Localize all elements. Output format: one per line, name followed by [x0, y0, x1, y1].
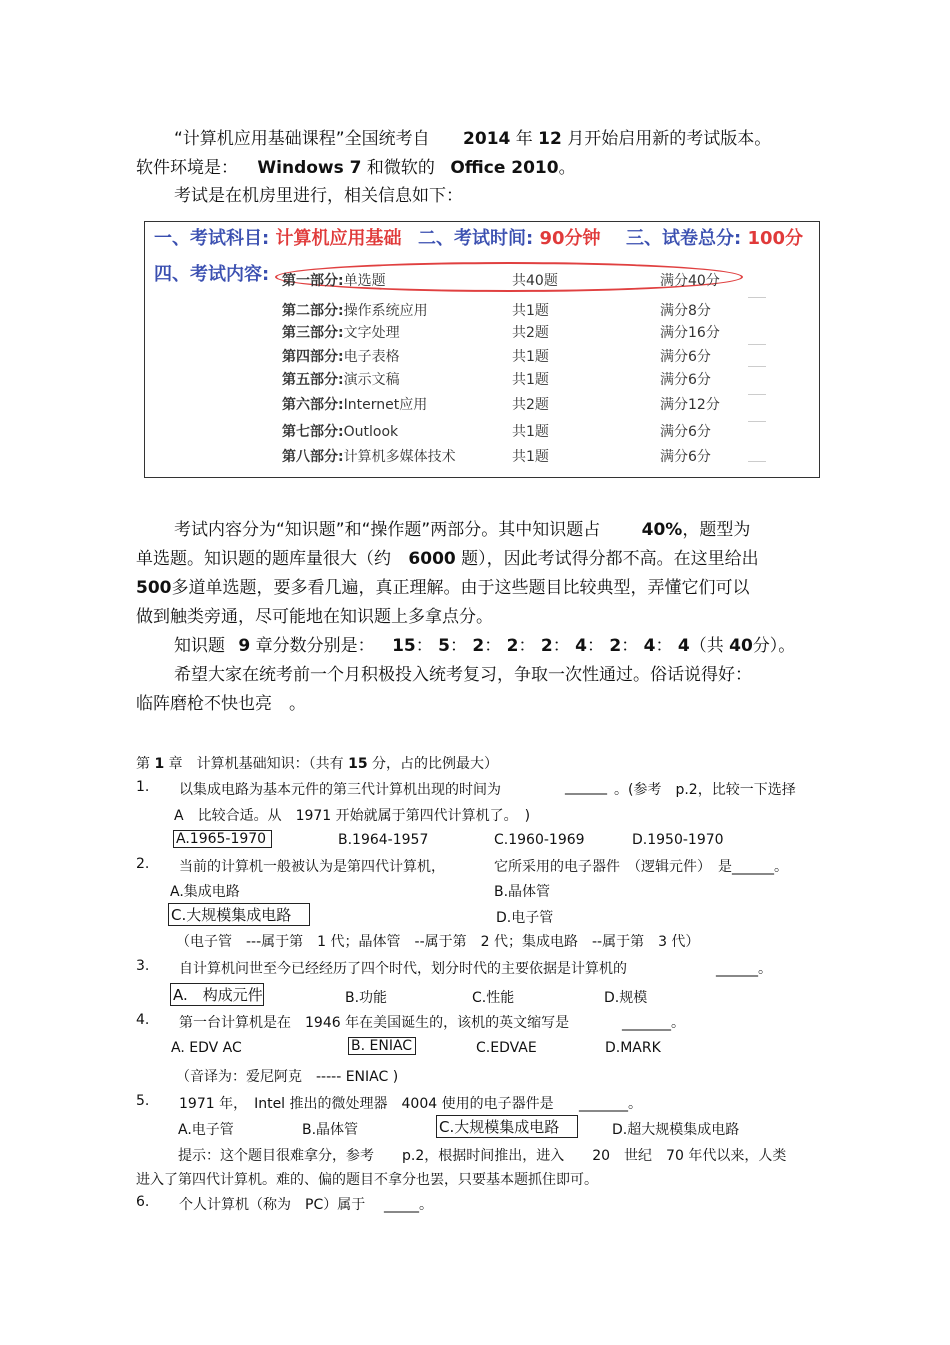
q3-num: 3. — [136, 958, 150, 974]
q4-note: （音译为：爱尼阿克 ----- ENIAC ) — [176, 1069, 399, 1085]
exam-score — [626, 224, 803, 250]
exam-part-count: 共1题 — [512, 349, 549, 365]
para2-line-3 — [136, 573, 750, 598]
exam-part-count: 共40题 — [512, 273, 558, 289]
chapter-num: 1 — [154, 756, 165, 772]
q5-tip-1: 提示：这个题目很难拿分，参考 p.2，根据时间推出，进入 20 世纪 70 年代以来，人类 — [178, 1148, 787, 1164]
para-num: 9 — [238, 636, 251, 656]
para-text: 题），因此考试得分都不高。在这里给出 — [461, 549, 759, 569]
intro-line-2 — [136, 153, 576, 178]
para-text: 多道单选题，要多看几遍，真正理解。由于这些题目比较典型，弄懂它们可以 — [171, 578, 750, 598]
divider — [748, 344, 766, 345]
intro-text: 年 — [515, 129, 533, 149]
score-value: 100分 — [747, 228, 804, 249]
para-text: 单选题。知识题的题库量很大（约 — [136, 549, 391, 569]
q1-text2: A 比较合适。从 1971 开始就属于第四代计算机了。 ) — [174, 808, 531, 824]
para-count: 500 — [136, 578, 172, 598]
exam-part-name: 演示文稿 — [343, 372, 400, 388]
exam-part-score: 满分8分 — [660, 303, 711, 319]
q1-ref: 。(参考 p.2，比较一下选择 — [614, 782, 796, 798]
exam-part-label — [282, 300, 428, 320]
exam-part-number: 第一部分: — [282, 273, 344, 289]
exam-part-number: 第三部分: — [282, 325, 344, 341]
q5-num: 5. — [136, 1093, 150, 1109]
exam-part-name: 操作系统应用 — [343, 303, 428, 319]
q4-option-c: C.EDVAE — [476, 1040, 537, 1056]
intro-text: 和微软的 — [366, 158, 435, 178]
exam-part-score: 满分40分 — [660, 273, 720, 289]
intro-line-1 — [174, 124, 771, 149]
para2-line-5 — [174, 631, 795, 656]
chapter-text: 分，占的比例最大） — [372, 756, 499, 772]
q1-option-b: B.1964-1957 — [338, 832, 429, 848]
q6-blank: _____。 — [384, 1197, 433, 1213]
para-percent: 40% — [641, 520, 683, 540]
para-count: 6000 — [408, 549, 456, 569]
exam-part-name: 计算机多媒体技术 — [343, 449, 456, 465]
q3-option-a: A. 构成元件 — [170, 983, 264, 1006]
q5-option-d: D.超大规模集成电路 — [612, 1122, 740, 1138]
chapter-score: 15 — [348, 756, 368, 772]
q5-option-a: A.电子管 — [178, 1122, 234, 1138]
exam-part-score: 满分12分 — [660, 397, 720, 413]
intro-windows: Windows 7 — [257, 158, 362, 178]
subject-label: 一、考试科目: — [154, 228, 270, 249]
exam-part-name: Outlook — [343, 424, 399, 440]
exam-part-name: 单选题 — [343, 273, 386, 289]
exam-part-label — [282, 346, 400, 366]
divider — [748, 461, 766, 462]
exam-part-number: 第四部分: — [282, 349, 344, 365]
para-num: 4 — [677, 636, 690, 656]
q5-blank: _______。 — [579, 1096, 642, 1112]
exam-part-name: 文字处理 — [343, 325, 400, 341]
para-num: 2 — [506, 636, 519, 656]
q1-text: 以集成电路为基本元件的第三代计算机出现的时间为 — [179, 782, 501, 798]
exam-time — [418, 224, 601, 250]
para-num: 2 — [609, 636, 622, 656]
exam-part-score: 满分6分 — [660, 349, 711, 365]
chapter-text: 第 — [136, 756, 150, 772]
q6-text: 个人计算机（称为 PC）属于 — [179, 1197, 366, 1213]
exam-part-label — [282, 322, 400, 342]
q4-blank: _______。 — [622, 1015, 685, 1031]
exam-part-score: 满分6分 — [660, 372, 711, 388]
intro-line-3: 考试是在机房里进行，相关信息如下： — [174, 186, 463, 206]
para2-line-4: 做到触类旁通，尽可能地在知识题上多拿点分。 — [136, 607, 493, 627]
q4-num: 4. — [136, 1012, 150, 1028]
q2-text-b: 它所采用的电子器件 （逻辑元件） 是______。 — [494, 859, 788, 875]
q2-option-d: D.电子管 — [496, 910, 554, 926]
para2-line-1 — [174, 515, 750, 540]
para-text: （共 — [689, 636, 724, 656]
divider — [748, 394, 766, 395]
q2-text: 当前的计算机一般被认为是第四代计算机， — [179, 859, 445, 875]
q4-text: 第一台计算机是在 1946 年在美国诞生的，该机的英文缩写是 — [179, 1015, 570, 1031]
intro-text: 软件环境是： — [136, 158, 238, 178]
exam-part-name: Internet应用 — [343, 397, 428, 413]
q5-tip-2: 进入了第四代计算机。难的、偏的题目不拿分也罢，只要基本题抓住即可。 — [136, 1172, 598, 1188]
exam-part-label — [282, 369, 400, 389]
para-text: ： — [586, 636, 604, 656]
exam-part-count: 共1题 — [512, 303, 549, 319]
para-num: 2 — [540, 636, 553, 656]
intro-month: 12 — [538, 129, 562, 149]
score-label: 三、试卷总分: — [626, 228, 742, 249]
q2-option-c: C.大规模集成电路 — [168, 903, 310, 926]
para-text: ： — [484, 636, 502, 656]
q3-option-d: D.规模 — [604, 990, 648, 1006]
intro-text: “计算机应用基础课程”全国统考自 — [174, 129, 430, 149]
exam-part-count: 共2题 — [512, 397, 549, 413]
exam-subject — [154, 224, 401, 250]
q4-option-b: B. ENIAC — [348, 1037, 416, 1055]
divider — [748, 421, 766, 422]
intro-year: 2014 — [463, 129, 511, 149]
chapter-text: 章 计算机基础知识：（共有 — [168, 756, 344, 772]
q2-option-a: A.集成电路 — [170, 884, 240, 900]
exam-part-name: 电子表格 — [343, 349, 400, 365]
exam-part-score: 满分6分 — [660, 449, 711, 465]
q2-note: （电子管 ---属于第 1 代；晶体管 --属于第 2 代；集成电路 --属于第 3 代） — [176, 934, 700, 950]
para-num: 2 — [472, 636, 485, 656]
para2-line-6: 希望大家在统考前一个月积极投入统考复习，争取一次性通过。俗话说得好： — [174, 665, 752, 685]
para-num: 15 — [392, 636, 416, 656]
exam-part-number: 第八部分: — [282, 449, 344, 465]
exam-part-number: 第二部分: — [282, 303, 344, 319]
para2-line-7: 临阵磨枪不快也亮 。 — [136, 694, 306, 714]
chapter-heading — [136, 753, 498, 773]
para-text: ： — [449, 636, 467, 656]
q1-blank: ______ — [565, 779, 607, 795]
exam-part-number: 第六部分: — [282, 397, 344, 413]
para-text: ，题型为 — [682, 520, 751, 540]
para-num: 5 — [438, 636, 450, 656]
exam-part-count: 共1题 — [512, 424, 549, 440]
subject-value: 计算机应用基础 — [275, 228, 402, 249]
q5-option-c: C.大规模集成电路 — [436, 1115, 578, 1138]
para-text: 知识题 — [174, 636, 225, 656]
exam-part-label — [282, 446, 456, 466]
q1-option-a: A.1965-1970 — [173, 830, 272, 848]
exam-part-label — [282, 421, 398, 441]
q5-text: 1971 年， Intel 推出的微处理器 4004 使用的电子器件是 — [179, 1096, 554, 1112]
para-text: 分）。 — [752, 636, 796, 656]
time-label: 二、考试时间: — [418, 228, 534, 249]
q3-option-b: B.功能 — [345, 990, 388, 1006]
para-text: ： — [415, 636, 433, 656]
intro-text: 月开始启用新的考试版本。 — [567, 129, 772, 149]
exam-part-count: 共1题 — [512, 372, 549, 388]
q1-num: 1. — [136, 779, 150, 795]
q3-text: 自计算机问世至今已经经历了四个时代，划分时代的主要依据是计算机的 — [179, 961, 627, 977]
q3-blank: ______。 — [716, 961, 772, 977]
intro-office: Office 2010 — [450, 158, 559, 178]
q5-option-b: B.晶体管 — [302, 1122, 359, 1138]
para-text: ： — [518, 636, 536, 656]
para-text: 考试内容分为“知识题”和“操作题”两部分。其中知识题占 — [174, 520, 601, 540]
exam-part-score: 满分6分 — [660, 424, 711, 440]
exam-part-label — [282, 270, 386, 290]
q1-option-c: C.1960-1969 — [494, 832, 585, 848]
para-num: 4 — [575, 636, 587, 656]
para-text: ： — [655, 636, 673, 656]
exam-part-score: 满分16分 — [660, 325, 720, 341]
q6-num: 6. — [136, 1194, 150, 1210]
q2-num: 2. — [136, 856, 150, 872]
para-num: 40 — [729, 636, 753, 656]
exam-part-count: 共1题 — [512, 449, 549, 465]
q3-option-c: C.性能 — [472, 990, 515, 1006]
q1-option-d: D.1950-1970 — [632, 832, 724, 848]
exam-part-number: 第五部分: — [282, 372, 344, 388]
para-text: 章分数分别是： — [255, 636, 375, 656]
exam-content-label: 四、考试内容: — [154, 264, 270, 285]
exam-part-count: 共2题 — [512, 325, 549, 341]
q4-option-a: A. EDV AC — [171, 1040, 242, 1056]
intro-text: 。 — [558, 158, 576, 178]
q4-option-d: D.MARK — [605, 1040, 661, 1056]
exam-part-label — [282, 394, 427, 414]
para-text: ： — [621, 636, 639, 656]
para2-line-2 — [136, 544, 759, 569]
exam-part-number: 第七部分: — [282, 424, 344, 440]
time-value: 90分钟 — [539, 228, 601, 249]
divider — [748, 366, 766, 367]
q2-option-b: B.晶体管 — [494, 884, 551, 900]
para-text: ： — [552, 636, 570, 656]
divider — [748, 297, 766, 298]
para-num: 4 — [643, 636, 656, 656]
